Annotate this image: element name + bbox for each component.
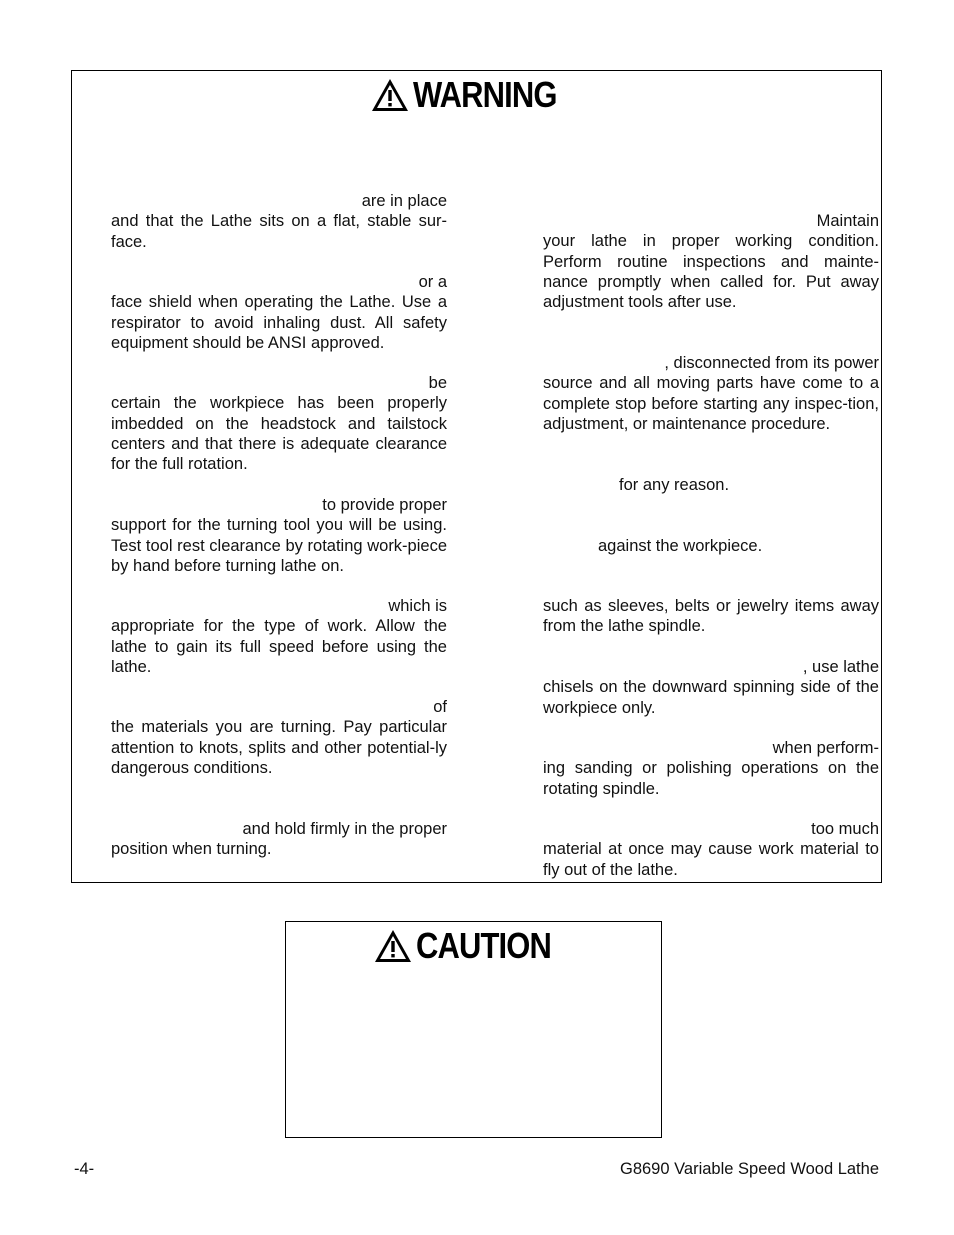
warning-item: when perform- ing sanding or polishing operations on the rotating spindle. bbox=[543, 739, 879, 798]
warning-item: are in place and that the Lathe sits on a flat, stable sur-face. bbox=[111, 192, 447, 251]
warning-item: Maintain your lathe in proper working condition. Perform routine inspections and mainte-nance promptly when called for. Put away adjustment tools after use. bbox=[543, 212, 879, 312]
product-name: G8690 Variable Speed Wood Lathe bbox=[620, 1160, 879, 1178]
warning-item: to provide proper support for the turning tool you will be using. Test tool rest clearance by rotating work-piece by hand before turning lathe on. bbox=[111, 496, 447, 575]
warning-item: of the materials you are turning. Pay particular attention to knots, splits and other potential-ly dangerous conditions. bbox=[111, 698, 447, 777]
warning-item: for any reason. bbox=[619, 476, 730, 494]
warning-triangle-icon bbox=[371, 78, 409, 112]
warning-item: , disconnected from its power source and all moving parts have come to a complete stop before starting any inspec-tion, adjustment, or maintenance procedure. bbox=[543, 354, 879, 433]
caution-title: CAUTION bbox=[416, 925, 552, 966]
warning-item: be certain the workpiece has been properly imbedded on the headstock and tailstock centers and that there is adequate clearance for the full rotation. bbox=[111, 374, 447, 474]
warning-banner bbox=[371, 75, 580, 115]
caution-box bbox=[285, 921, 662, 1138]
warning-item: too much material at once may cause work material to fly out of the lathe. bbox=[543, 820, 879, 879]
warning-item: which is appropriate for the type of work. Allow the lathe to gain its full speed before using the lathe. bbox=[111, 597, 447, 676]
warning-item: and hold firmly in the proper position when turning. bbox=[111, 820, 447, 859]
caution-triangle-icon bbox=[374, 929, 412, 963]
warning-item: , use lathe chisels on the downward spinning side of the workpiece only. bbox=[543, 658, 879, 717]
caution-banner bbox=[374, 926, 573, 966]
warning-box bbox=[71, 70, 882, 883]
warning-item: or a face shield when operating the Lathe. Use a respirator to avoid inhaling dust. All safety equipment should be ANSI approved. bbox=[111, 273, 447, 352]
warning-title: WARNING bbox=[413, 74, 557, 115]
page-number: -4- bbox=[74, 1160, 95, 1178]
warning-item: against the workpiece. bbox=[598, 537, 763, 555]
warning-item: such as sleeves, belts or jewelry items away from the lathe spindle. bbox=[543, 597, 879, 636]
